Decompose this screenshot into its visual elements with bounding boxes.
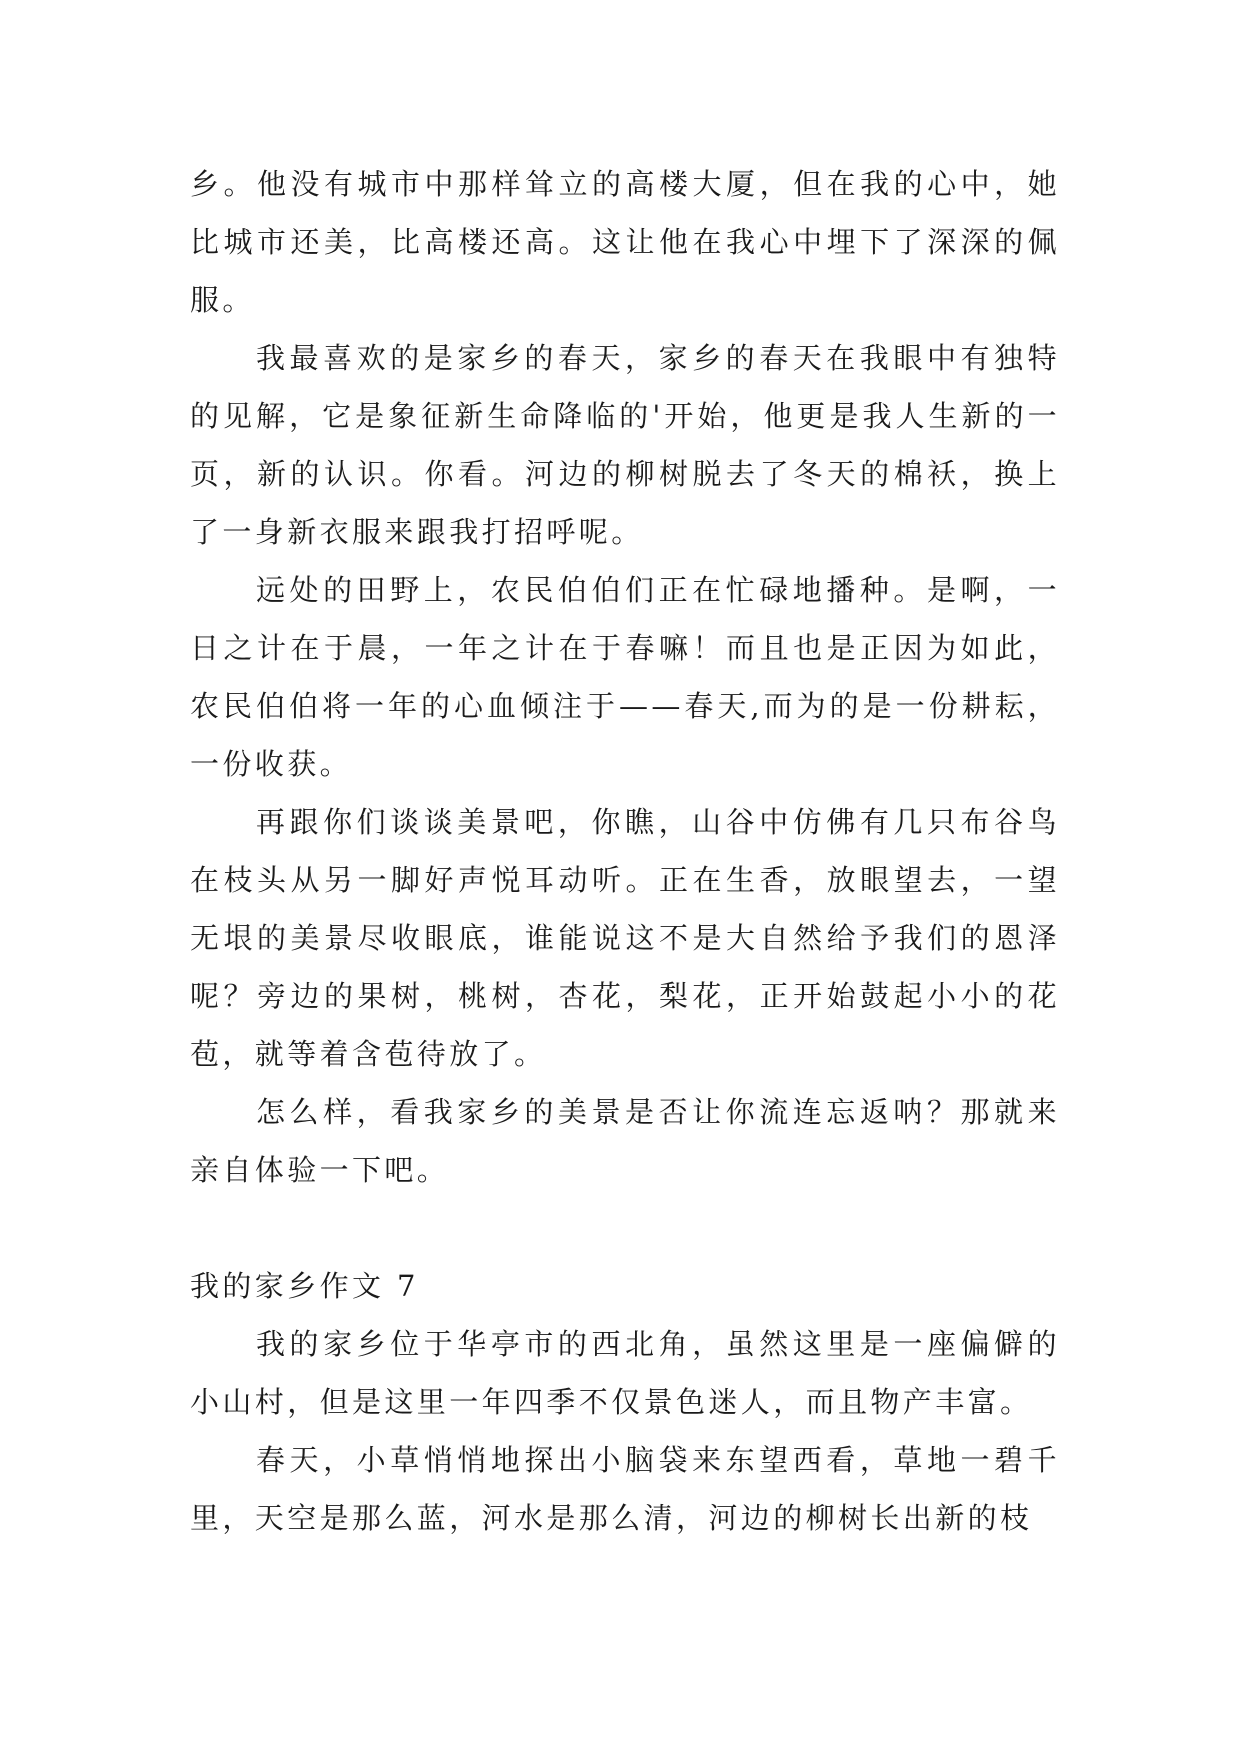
paragraph-2: 我最喜欢的是家乡的春天，家乡的春天在我眼中有独特的见解，它是象征新生命降临的'开始，他更是我人生新的一页，新的认识。你看。河边的柳树脱去了冬天的棉袄，换上了一身新衣服来跟我打招呼呢。 xyxy=(190,341,1060,549)
paragraph-5: 怎么样，看我家乡的美景是否让你流连忘返呐？那就来亲自体验一下吧。 xyxy=(190,1095,1060,1187)
paragraph-6: 我的家乡位于华亭市的西北角，虽然这里是一座偏僻的小山村，但是这里一年四季不仅景色迷人，而且物产丰富。 xyxy=(190,1327,1060,1419)
document-body xyxy=(190,155,1060,1547)
section-heading: 我的家乡作文 7 xyxy=(190,1269,419,1303)
paragraph-7: 春天，小草悄悄地探出小脑袋来东望西看，草地一碧千里，天空是那么蓝，河水是那么清，河边的柳树长出新的枝 xyxy=(190,1443,1060,1535)
paragraph-1: 乡。他没有城市中那样耸立的高楼大厦，但在我的心中，她比城市还美，比高楼还高。这让他在我心中埋下了深深的佩服。 xyxy=(190,167,1060,317)
paragraph-3: 远处的田野上，农民伯伯们正在忙碌地播种。是啊，一日之计在于晨，一年之计在于春嘛！而且也是正因为如此，农民伯伯将一年的心血倾注于——春天,而为的是一份耕耘，一份收获。 xyxy=(190,573,1060,781)
paragraph-4: 再跟你们谈谈美景吧，你瞧，山谷中仿佛有几只布谷鸟在枝头从另一脚好声悦耳动听。正在生香，放眼望去，一望无垠的美景尽收眼底，谁能说这不是大自然给予我们的恩泽呢？旁边的果树，桃树，杏花，梨花，正开始鼓起小小的花苞，就等着含苞待放了。 xyxy=(190,805,1060,1071)
